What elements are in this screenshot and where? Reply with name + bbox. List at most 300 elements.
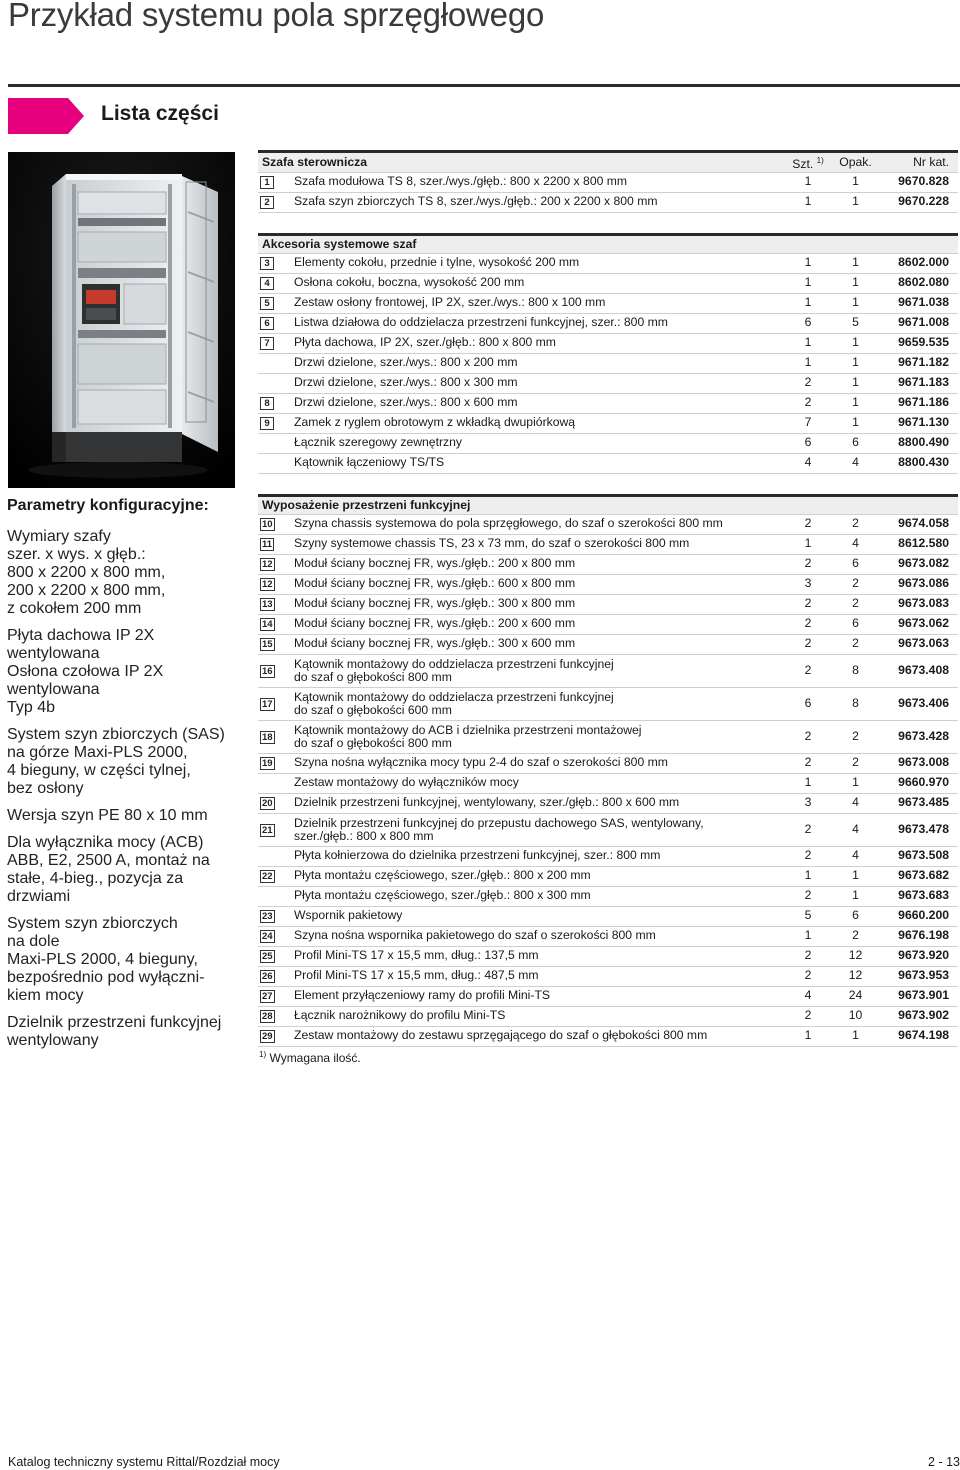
item-qty: 4 xyxy=(784,986,832,1006)
item-number-badge: 10 xyxy=(262,519,273,530)
table-row xyxy=(258,373,958,393)
row-number-cell xyxy=(258,866,290,886)
column-header-szt xyxy=(784,234,832,253)
item-number-badge: 23 xyxy=(262,911,273,922)
description-line: Drzwi dzielone, szer./wys.: 800 x 300 mm xyxy=(294,375,518,390)
item-catalog-number: 9673.683 xyxy=(879,886,958,906)
item-qty: 6 xyxy=(784,687,832,720)
table-row xyxy=(258,813,958,846)
item-catalog-number: 9660.970 xyxy=(879,773,958,793)
description-line: Dzielnik przestrzeni funkcyjnej do przepustu dachowego SAS, wentylowany, xyxy=(294,815,704,830)
description-line: Moduł ściany bocznej FR, wys./głęb.: 600 x 800 mm xyxy=(294,576,576,591)
item-catalog-number: 9659.535 xyxy=(879,333,958,353)
footer-catalog: Katalog techniczny systemu Rittal/Rozdział mocy xyxy=(8,1455,280,1469)
item-description xyxy=(290,654,784,687)
table-row xyxy=(258,1006,958,1026)
item-pack: 2 xyxy=(832,514,879,534)
item-number-badge: 26 xyxy=(262,971,273,982)
item-number-badge: 6 xyxy=(260,317,274,330)
item-description xyxy=(290,1006,784,1026)
item-pack: 8 xyxy=(832,654,879,687)
item-qty: 2 xyxy=(784,886,832,906)
item-pack: 6 xyxy=(832,554,879,574)
item-description xyxy=(290,333,784,353)
description-line: do szaf o głębokości 600 mm xyxy=(294,703,452,717)
column-header-szt xyxy=(784,495,832,514)
item-catalog-number: 9673.408 xyxy=(879,654,958,687)
item-description xyxy=(290,353,784,373)
table-row xyxy=(258,353,958,373)
item-catalog-number: 9673.406 xyxy=(879,687,958,720)
item-description xyxy=(290,614,784,634)
row-number-cell xyxy=(258,574,290,594)
row-number-cell xyxy=(258,514,290,534)
item-qty: 1 xyxy=(784,273,832,293)
row-number-cell xyxy=(258,966,290,986)
item-catalog-number: 8800.490 xyxy=(879,433,958,453)
item-description xyxy=(290,946,784,966)
item-catalog-number: 9673.063 xyxy=(879,634,958,654)
description-line: Szyna nośna wyłącznika mocy typu 2-4 do szaf o szerokości 800 mm xyxy=(294,755,668,770)
description-line: Dzielnik przestrzeni funkcyjnej, wentylowany, szer./głęb.: 800 x 600 mm xyxy=(294,795,680,810)
row-number-cell xyxy=(258,353,290,373)
item-pack: 4 xyxy=(832,813,879,846)
table-row xyxy=(258,574,958,594)
item-pack: 1 xyxy=(832,273,879,293)
section-arrow-icon xyxy=(8,98,84,134)
description-line: do szaf o głębokości 800 mm xyxy=(294,670,452,684)
item-description xyxy=(290,634,784,654)
item-catalog-number: 9673.062 xyxy=(879,614,958,634)
row-number-cell xyxy=(258,253,290,273)
table-row xyxy=(258,906,958,926)
item-number-badge: 12 xyxy=(262,579,273,590)
item-pack: 1 xyxy=(832,353,879,373)
item-description xyxy=(290,813,784,846)
params-line: bezpośrednio pod wyłączni- xyxy=(7,969,205,986)
table-row xyxy=(258,333,958,353)
description-line: Szyny systemowe chassis TS, 23 x 73 mm, do szaf o szerokości 800 mm xyxy=(294,536,690,551)
description-line: Szyna chassis systemowa do pola sprzęgłowego, do szaf o szerokości 800 mm xyxy=(294,516,723,531)
item-number-badge: 8 xyxy=(260,397,274,410)
item-pack: 10 xyxy=(832,1006,879,1026)
szt-label: Szt. xyxy=(792,157,814,171)
item-catalog-number: 9673.485 xyxy=(879,793,958,813)
description-line: Płyta dachowa, IP 2X, szer./głęb.: 800 x 800 mm xyxy=(294,335,556,350)
row-number-cell xyxy=(258,393,290,413)
item-qty: 2 xyxy=(784,514,832,534)
parts-table xyxy=(258,150,958,213)
item-number-badge: 21 xyxy=(262,824,273,836)
item-description xyxy=(290,413,784,433)
item-number-badge: 22 xyxy=(262,871,273,882)
row-number-cell xyxy=(258,906,290,926)
table-row xyxy=(258,886,958,906)
table-row xyxy=(258,192,958,212)
item-catalog-number: 9673.083 xyxy=(879,594,958,614)
item-number-badge: 29 xyxy=(262,1031,273,1042)
item-qty: 2 xyxy=(784,614,832,634)
parts-groups xyxy=(258,150,958,1047)
params-line: Dla wyłącznika mocy (ACB) xyxy=(7,834,204,851)
table-row xyxy=(258,846,958,866)
item-number-badge: 17 xyxy=(262,698,273,710)
item-qty: 2 xyxy=(784,594,832,614)
row-number-cell xyxy=(258,373,290,393)
item-qty: 2 xyxy=(784,393,832,413)
params-line: szer. x wys. x głęb.: xyxy=(7,546,146,563)
params-line: Wymiary szafy xyxy=(7,528,111,545)
item-number-badge: 15 xyxy=(262,639,273,650)
item-description xyxy=(290,866,784,886)
table-row xyxy=(258,273,958,293)
item-qty: 1 xyxy=(784,192,832,212)
cabinet-illustration xyxy=(8,152,235,488)
item-description xyxy=(290,886,784,906)
item-catalog-number: 9676.198 xyxy=(879,926,958,946)
group-title: Akcesoria systemowe szaf xyxy=(258,234,784,253)
description-line: Szyna nośna wspornika pakietowego do szaf o szerokości 800 mm xyxy=(294,928,656,943)
item-pack: 5 xyxy=(832,313,879,333)
group-title: Szafa sterownicza xyxy=(258,152,784,173)
item-description xyxy=(290,453,784,473)
parts-table xyxy=(258,233,958,474)
params-line: 4 bieguny, w części tylnej, xyxy=(7,762,191,779)
item-catalog-number: 9673.478 xyxy=(879,813,958,846)
item-description xyxy=(290,594,784,614)
item-number-badge: 13 xyxy=(262,599,273,610)
description-line: Łącznik szeregowy zewnętrzny xyxy=(294,435,462,450)
row-number-cell xyxy=(258,433,290,453)
table-row xyxy=(258,534,958,554)
description-line: Drzwi dzielone, szer./wys.: 800 x 200 mm xyxy=(294,355,518,370)
params-block xyxy=(7,1014,247,1050)
row-number-cell xyxy=(258,333,290,353)
item-catalog-number: 9671.130 xyxy=(879,413,958,433)
item-description xyxy=(290,846,784,866)
item-qty: 2 xyxy=(784,753,832,773)
table-row xyxy=(258,946,958,966)
item-description xyxy=(290,773,784,793)
parts-table xyxy=(258,494,958,1047)
row-number-cell xyxy=(258,534,290,554)
item-qty: 2 xyxy=(784,554,832,574)
row-number-cell xyxy=(258,192,290,212)
column-header-opak xyxy=(832,234,879,253)
item-description xyxy=(290,433,784,453)
item-description xyxy=(290,534,784,554)
item-catalog-number: 9673.953 xyxy=(879,966,958,986)
row-number-cell xyxy=(258,926,290,946)
item-catalog-number: 9673.428 xyxy=(879,720,958,753)
params-line: drzwiami xyxy=(7,888,71,905)
params-block xyxy=(7,627,247,717)
item-pack: 1 xyxy=(832,373,879,393)
item-qty: 6 xyxy=(784,433,832,453)
item-qty: 2 xyxy=(784,846,832,866)
table-row xyxy=(258,554,958,574)
description-line: Elementy cokołu, przednie i tylne, wysokość 200 mm xyxy=(294,255,580,270)
item-pack: 1 xyxy=(832,333,879,353)
row-number-cell xyxy=(258,172,290,192)
description-line: Zamek z ryglem obrotowym z wkładką dwupiórkową xyxy=(294,415,576,430)
item-catalog-number: 9673.082 xyxy=(879,554,958,574)
item-qty: 1 xyxy=(784,333,832,353)
item-qty: 1 xyxy=(784,773,832,793)
params-line: Osłona czołowa IP 2X xyxy=(7,663,164,680)
params-line: wentylowana xyxy=(7,645,100,662)
item-qty: 2 xyxy=(784,373,832,393)
item-description xyxy=(290,172,784,192)
description-line: Moduł ściany bocznej FR, wys./głęb.: 200 x 600 mm xyxy=(294,616,576,631)
params-line: kiem mocy xyxy=(7,987,84,1004)
description-line: Element przyłączeniowy ramy do profili Mini-TS xyxy=(294,988,551,1003)
item-catalog-number: 8612.580 xyxy=(879,534,958,554)
table-row xyxy=(258,1026,958,1046)
item-description xyxy=(290,313,784,333)
page-title: Przykład systemu pola sprzęgłowego xyxy=(8,0,545,33)
description-line: Moduł ściany bocznej FR, wys./głęb.: 300 x 600 mm xyxy=(294,636,576,651)
item-catalog-number: 9674.198 xyxy=(879,1026,958,1046)
item-description xyxy=(290,926,784,946)
item-qty: 1 xyxy=(784,926,832,946)
description-line: Profil Mini-TS 17 x 15,5 mm, dług.: 137,5 mm xyxy=(294,948,539,963)
item-number-badge: 19 xyxy=(262,758,273,769)
item-pack: 24 xyxy=(832,986,879,1006)
table-row xyxy=(258,753,958,773)
item-description xyxy=(290,574,784,594)
item-number-badge: 5 xyxy=(260,297,274,310)
item-pack: 4 xyxy=(832,534,879,554)
footnote-text: Wymagana ilość. xyxy=(269,1050,361,1065)
row-number-cell xyxy=(258,313,290,333)
description-line: Zestaw montażowy do wyłączników mocy xyxy=(294,775,519,790)
item-description xyxy=(290,687,784,720)
table-row xyxy=(258,634,958,654)
row-number-cell xyxy=(258,293,290,313)
params-line: wentylowana xyxy=(7,681,100,698)
table-row xyxy=(258,293,958,313)
item-pack: 8 xyxy=(832,687,879,720)
item-pack: 1 xyxy=(832,866,879,886)
item-qty: 4 xyxy=(784,453,832,473)
row-number-cell xyxy=(258,720,290,753)
column-header-opak: Opak. xyxy=(832,152,879,173)
table-row xyxy=(258,433,958,453)
table-row xyxy=(258,720,958,753)
item-number-badge: 20 xyxy=(262,798,273,809)
item-description xyxy=(290,253,784,273)
item-catalog-number: 9673.902 xyxy=(879,1006,958,1026)
section-label: Lista części xyxy=(101,102,219,125)
item-description xyxy=(290,906,784,926)
item-description xyxy=(290,1026,784,1046)
table-row xyxy=(258,986,958,1006)
item-catalog-number: 8602.000 xyxy=(879,253,958,273)
item-pack: 6 xyxy=(832,906,879,926)
description-line: Szafa modułowa TS 8, szer./wys./głęb.: 800 x 2200 x 800 mm xyxy=(294,174,628,189)
item-qty: 1 xyxy=(784,253,832,273)
item-pack: 2 xyxy=(832,720,879,753)
item-number-badge: 1 xyxy=(260,176,274,189)
item-catalog-number: 9673.920 xyxy=(879,946,958,966)
description-line: Płyta montażu częściowego, szer./głęb.: 800 x 200 mm xyxy=(294,868,591,883)
table-row xyxy=(258,926,958,946)
column-header-kat xyxy=(879,234,958,253)
item-catalog-number: 9670.828 xyxy=(879,172,958,192)
item-qty: 5 xyxy=(784,906,832,926)
item-qty: 2 xyxy=(784,946,832,966)
table-row xyxy=(258,614,958,634)
params-line: Płyta dachowa IP 2X xyxy=(7,627,155,644)
item-pack: 1 xyxy=(832,773,879,793)
group-spacer xyxy=(258,474,958,494)
item-number-badge: 24 xyxy=(262,931,273,942)
item-description xyxy=(290,393,784,413)
item-number-badge: 4 xyxy=(260,277,274,290)
item-pack: 4 xyxy=(832,793,879,813)
item-pack: 2 xyxy=(832,594,879,614)
row-number-cell xyxy=(258,793,290,813)
group-title: Wyposażenie przestrzeni funkcyjnej xyxy=(258,495,784,514)
item-qty: 1 xyxy=(784,1026,832,1046)
row-number-cell xyxy=(258,413,290,433)
item-catalog-number: 9673.901 xyxy=(879,986,958,1006)
item-pack: 2 xyxy=(832,926,879,946)
parts-list xyxy=(258,150,958,1065)
description-line: Profil Mini-TS 17 x 15,5 mm, dług.: 487,5 mm xyxy=(294,968,539,983)
description-line: szer./głęb.: 800 x 800 mm xyxy=(294,829,434,843)
item-qty: 2 xyxy=(784,720,832,753)
group-spacer xyxy=(258,213,958,233)
item-catalog-number: 9673.086 xyxy=(879,574,958,594)
item-catalog-number: 9660.200 xyxy=(879,906,958,926)
row-number-cell xyxy=(258,634,290,654)
item-pack: 1 xyxy=(832,413,879,433)
table-row xyxy=(258,687,958,720)
item-pack: 1 xyxy=(832,393,879,413)
params-blocks xyxy=(7,528,247,1050)
item-pack: 1 xyxy=(832,192,879,212)
item-qty: 2 xyxy=(784,813,832,846)
item-description xyxy=(290,793,784,813)
column-header-kat xyxy=(879,495,958,514)
item-description xyxy=(290,720,784,753)
item-catalog-number: 9673.008 xyxy=(879,753,958,773)
item-description xyxy=(290,966,784,986)
row-number-cell xyxy=(258,813,290,846)
item-pack: 1 xyxy=(832,886,879,906)
item-number-badge: 18 xyxy=(262,731,273,743)
table-row xyxy=(258,966,958,986)
description-line: Płyta montażu częściowego, szer./głęb.: 800 x 300 mm xyxy=(294,888,591,903)
item-description xyxy=(290,192,784,212)
description-line: Kątownik montażowy do oddzielacza przestrzeni funkcyjnej xyxy=(294,656,614,671)
item-description xyxy=(290,273,784,293)
item-catalog-number: 9671.038 xyxy=(879,293,958,313)
item-pack: 1 xyxy=(832,1026,879,1046)
item-catalog-number: 8800.430 xyxy=(879,453,958,473)
description-line: Zestaw osłony frontowej, IP 2X, szer./wys.: 800 x 100 mm xyxy=(294,295,606,310)
item-number-badge: 7 xyxy=(260,337,274,350)
item-number-badge: 25 xyxy=(262,951,273,962)
description-line: Drzwi dzielone, szer./wys.: 800 x 600 mm xyxy=(294,395,518,410)
item-qty: 1 xyxy=(784,353,832,373)
item-pack: 1 xyxy=(832,293,879,313)
description-line: Kątownik montażowy do oddzielacza przestrzeni funkcyjnej xyxy=(294,689,614,704)
item-catalog-number: 9671.186 xyxy=(879,393,958,413)
row-number-cell xyxy=(258,687,290,720)
params-block xyxy=(7,528,247,618)
item-qty: 6 xyxy=(784,313,832,333)
footnote-mark: 1) xyxy=(259,1049,267,1059)
item-catalog-number: 9671.182 xyxy=(879,353,958,373)
footer-page-number: 2 - 13 xyxy=(928,1455,960,1469)
description-line: Kątownik łączeniowy TS/TS xyxy=(294,455,445,470)
params-line: Maxi-PLS 2000, 4 bieguny, xyxy=(7,951,198,968)
row-number-cell xyxy=(258,753,290,773)
params-line: System szyn zbiorczych xyxy=(7,915,178,932)
item-pack: 4 xyxy=(832,846,879,866)
item-pack: 12 xyxy=(832,946,879,966)
item-qty: 1 xyxy=(784,172,832,192)
item-description xyxy=(290,554,784,574)
params-line: na górze Maxi-PLS 2000, xyxy=(7,744,188,761)
table-row xyxy=(258,654,958,687)
table-row xyxy=(258,313,958,333)
item-pack: 2 xyxy=(832,574,879,594)
description-line: Osłona cokołu, boczna, wysokość 200 mm xyxy=(294,275,525,290)
item-catalog-number: 9673.682 xyxy=(879,866,958,886)
item-qty: 1 xyxy=(784,293,832,313)
item-pack: 1 xyxy=(832,172,879,192)
config-params xyxy=(7,497,247,1059)
item-catalog-number: 9670.228 xyxy=(879,192,958,212)
params-line: Typ 4b xyxy=(7,699,56,716)
item-description xyxy=(290,753,784,773)
table-row xyxy=(258,514,958,534)
item-pack: 1 xyxy=(832,253,879,273)
params-line: bez osłony xyxy=(7,780,84,797)
row-number-cell xyxy=(258,773,290,793)
params-block xyxy=(7,915,247,1005)
item-pack: 2 xyxy=(832,753,879,773)
table-row xyxy=(258,253,958,273)
description-line: Moduł ściany bocznej FR, wys./głęb.: 300 x 800 mm xyxy=(294,596,576,611)
params-line: 800 x 2200 x 800 mm, xyxy=(7,564,166,581)
item-number-badge: 28 xyxy=(262,1011,273,1022)
item-pack: 6 xyxy=(832,433,879,453)
item-qty: 3 xyxy=(784,793,832,813)
column-header-opak xyxy=(832,495,879,514)
item-qty: 2 xyxy=(784,1006,832,1026)
item-description xyxy=(290,293,784,313)
params-block xyxy=(7,726,247,798)
item-pack: 6 xyxy=(832,614,879,634)
item-qty: 7 xyxy=(784,413,832,433)
params-line: wentylowany xyxy=(7,1032,99,1049)
item-number-badge: 11 xyxy=(262,539,273,550)
description-line: Listwa działowa do oddzielacza przestrzeni funkcyjnej, szer.: 800 mm xyxy=(294,315,668,330)
table-row xyxy=(258,172,958,192)
row-number-cell xyxy=(258,614,290,634)
item-qty: 2 xyxy=(784,634,832,654)
row-number-cell xyxy=(258,273,290,293)
params-line: ABB, E2, 2500 A, montaż na xyxy=(7,852,210,869)
column-header-szt xyxy=(784,152,832,173)
item-number-badge: 9 xyxy=(260,417,274,430)
params-title: Parametry konfiguracyjne: xyxy=(7,497,209,514)
